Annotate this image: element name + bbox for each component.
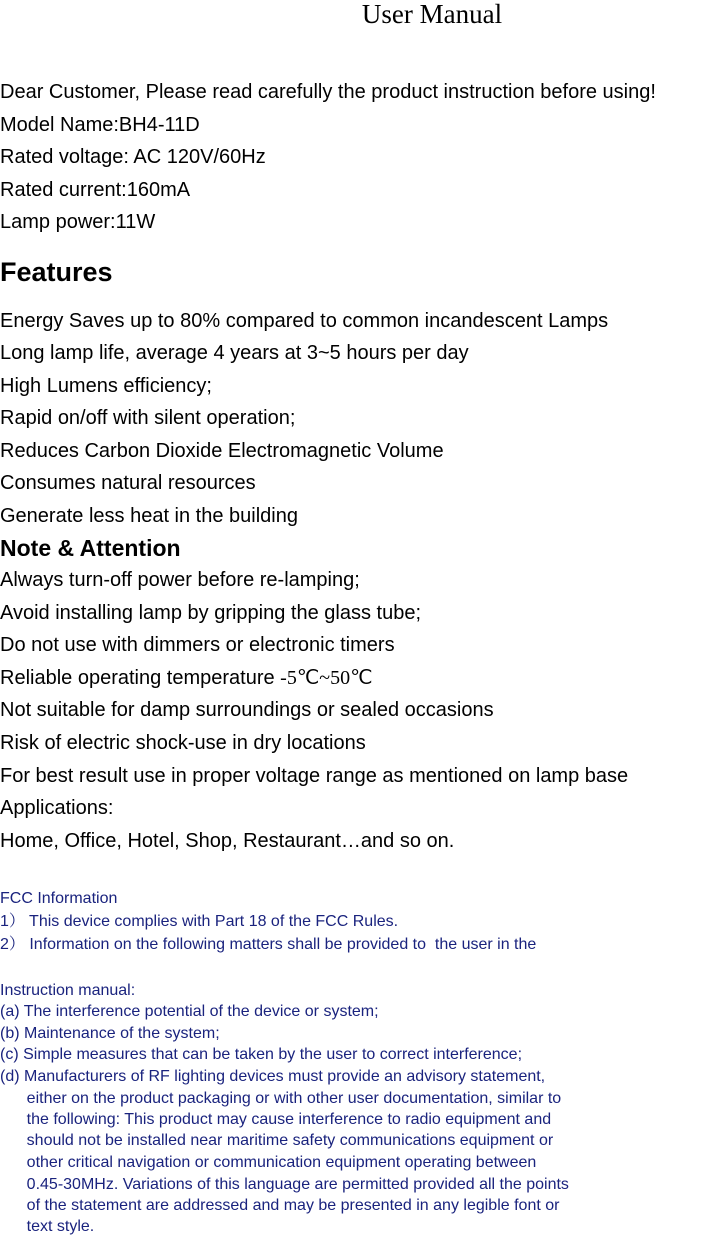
- feature-item: Reduces Carbon Dioxide Electromagnetic Volume: [0, 440, 444, 462]
- fcc-point-d-line: (d) Manufacturers of RF lighting devices must provide an advisory statement,: [0, 1068, 546, 1085]
- fcc-point-d-line: other critical navigation or communication equipment operating between: [0, 1154, 537, 1171]
- feature-item: Rapid on/off with silent operation;: [0, 407, 296, 429]
- note-item-temperature: [0, 666, 373, 690]
- note-item: Risk of electric shock-use in dry locations: [0, 732, 366, 754]
- features-heading: Features: [0, 257, 113, 287]
- instruction-manual-label: Instruction manual:: [0, 982, 136, 999]
- temperature-label: Reliable operating temperature: [0, 667, 281, 689]
- fcc-point-d-line: should not be installed near maritime safety communications equipment or: [0, 1132, 554, 1149]
- feature-item: Generate less heat in the building: [0, 505, 298, 527]
- fcc-point-d-line: text style.: [0, 1218, 95, 1235]
- rated-current: Rated current:160mA: [0, 179, 191, 201]
- fcc-point-b: (b) Maintenance of the system;: [0, 1025, 220, 1042]
- fcc-point-a: (a) The interference potential of the device or system;: [0, 1003, 379, 1020]
- greeting-text: Dear Customer, Please read carefully the product instruction before using!: [0, 81, 656, 103]
- model-name: Model Name:BH4-11D: [0, 114, 200, 136]
- rated-voltage: Rated voltage: AC 120V/60Hz: [0, 146, 266, 168]
- fcc-point-d-line: either on the product packaging or with other user documentation, similar to: [0, 1090, 562, 1107]
- note-item: Avoid installing lamp by gripping the glass tube;: [0, 602, 421, 624]
- fcc-point-c: (c) Simple measures that can be taken by the user to correct interference;: [0, 1046, 523, 1063]
- applications-label: Applications:: [0, 797, 114, 819]
- fcc-point-d-line: the following: This product may cause interference to radio equipment and: [0, 1111, 552, 1128]
- temperature-range: -5℃~50℃: [280, 667, 373, 689]
- feature-item: Long lamp life, average 4 years at 3~5 hours per day: [0, 342, 469, 364]
- fcc-item-2: 2） Information on the following matters shall be provided to the user in the: [0, 936, 537, 953]
- note-item: Always turn-off power before re-lamping;: [0, 569, 360, 591]
- fcc-point-d-line: of the statement are addressed and may be presented in any legible font or: [0, 1197, 560, 1214]
- note-heading: Note & Attention: [0, 535, 181, 561]
- fcc-point-d-line: 0.45-30MHz. Variations of this language are permitted provided all the points: [0, 1176, 569, 1193]
- page-title: User Manual: [361, 0, 503, 29]
- feature-item: Energy Saves up to 80% compared to common incandescent Lamps: [0, 310, 609, 332]
- feature-item: Consumes natural resources: [0, 472, 256, 494]
- fcc-heading: FCC Information: [0, 890, 118, 907]
- note-item: Not suitable for damp surroundings or sealed occasions: [0, 699, 494, 721]
- lamp-power: Lamp power:11W: [0, 211, 156, 233]
- fcc-item-1: 1） This device complies with Part 18 of the FCC Rules.: [0, 913, 399, 930]
- applications-list: Home, Office, Hotel, Shop, Restaurant…and so on.: [0, 830, 455, 852]
- feature-item: High Lumens efficiency;: [0, 375, 212, 397]
- note-item: For best result use in proper voltage range as mentioned on lamp base: [0, 765, 629, 787]
- note-item: Do not use with dimmers or electronic timers: [0, 634, 395, 656]
